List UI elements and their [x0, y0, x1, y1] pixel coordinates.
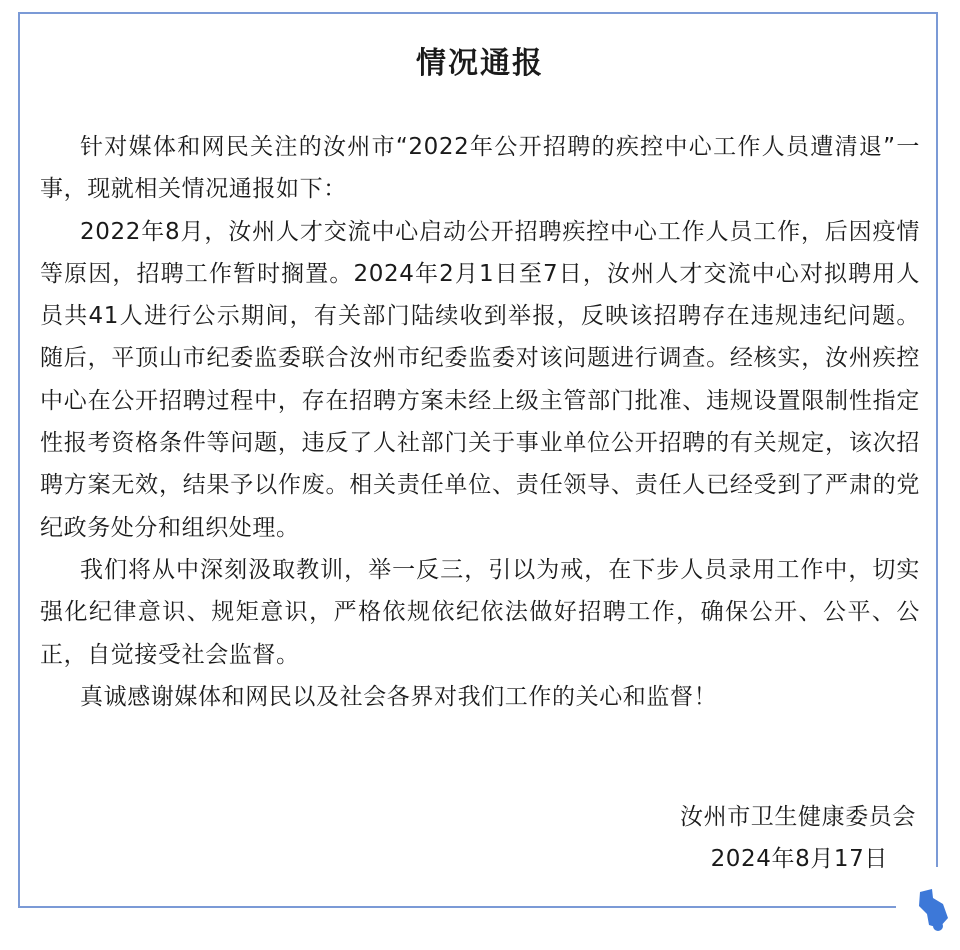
frame-bottom-border: [18, 906, 896, 908]
frame-top-border: [18, 12, 938, 14]
frame-left-border: [18, 12, 20, 907]
intro-paragraph: 针对媒体和网民关注的汝州市“2022年公开招聘的疾控中心工作人员遭清退”一事，现就相关情况通报如下：: [40, 134, 920, 203]
thanks-paragraph: 真诚感谢媒体和网民以及社会各界对我们工作的关心和监督！: [80, 683, 718, 710]
issuing-organization: 汝州市卫生健康委员会: [680, 804, 916, 830]
signature-block: [680, 796, 916, 880]
findings-paragraph: 2022年8月，汝州人才交流中心启动公开招聘疾控中心工作人员工作，后因疫情等原因，招聘工作暂时搁置。2024年2月1日至7日，汝州人才交流中心对拟聘用人员共41人进行公示期间，有关部门陆续收到举报，反映该招聘存在违规违纪问题。随后，平顶山市纪委监委联合汝州市纪委监委对该问题进行调查。经核实，汝州疾控中心在公开招聘过程中，存在招聘方案未经上级主管部门批准、违规设置限制性指定性报考资格条件等问题，违反了人社部门关于事业单位公开招聘的有关规定，该次招聘方案无效，结果予以作废。相关责任单位、责任领导、责任人已经受到了严肃的党纪政务处分和组织处理。: [40, 218, 920, 541]
notice-body: [40, 126, 920, 718]
page-title: 情况通报: [416, 46, 544, 81]
lessons-paragraph: 我们将从中深刻汲取教训，举一反三，引以为戒，在下步人员录用工作中，切实强化纪律意识、规矩意识，严格依规依纪依法做好招聘工作，确保公开、公平、公正，自觉接受社会监督。: [40, 556, 920, 668]
issue-date: 2024年8月17日: [710, 846, 888, 872]
corner-map-pin-icon: [912, 884, 956, 936]
frame-right-border: [936, 12, 938, 867]
